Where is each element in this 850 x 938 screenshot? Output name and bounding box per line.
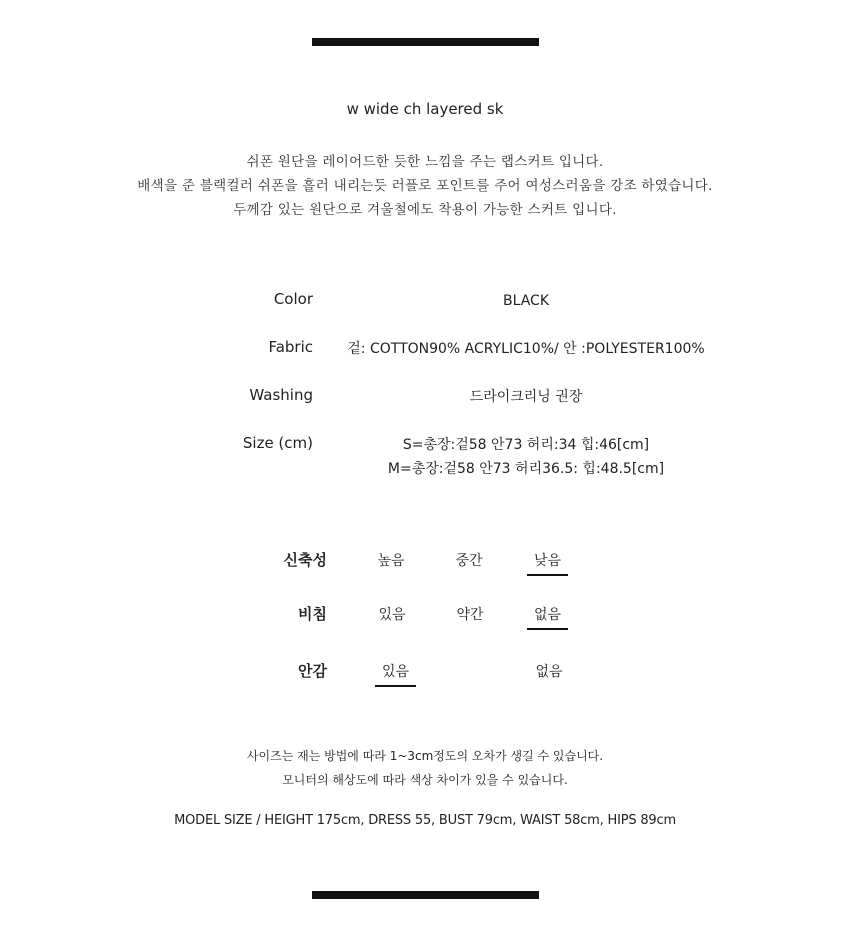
fabric-value: 겉: COTTON90% ACRYLIC10%/ 안 :POLYESTER100% bbox=[347, 341, 705, 357]
size-label: Size (cm) bbox=[242, 434, 313, 452]
sheer-label: 비침 bbox=[298, 605, 327, 623]
stretch-option-medium: 중간 bbox=[455, 553, 483, 569]
washing-value: 드라이크리닝 권장 bbox=[469, 389, 583, 405]
product-description bbox=[0, 150, 850, 222]
lining-label: 안감 bbox=[298, 662, 327, 680]
top-divider bbox=[312, 38, 539, 46]
bottom-divider bbox=[312, 891, 539, 899]
color-disclaimer: 모니터의 해상도에 따라 색상 차이가 있을 수 있습니다. bbox=[282, 773, 568, 787]
model-size: MODEL SIZE / HEIGHT 175cm, DRESS 55, BUST 79cm, WAIST 58cm, HIPS 89cm bbox=[174, 813, 676, 828]
fabric-label: Fabric bbox=[268, 338, 313, 356]
size-disclaimer: 사이즈는 재는 방법에 따라 1~3cm정도의 오차가 생길 수 있습니다. bbox=[246, 749, 604, 763]
sheer-option-none-selected: 없음 bbox=[527, 604, 568, 630]
color-label: Color bbox=[273, 290, 313, 308]
stretch-option-low-selected: 낮음 bbox=[527, 550, 568, 576]
description-line: 배색을 준 블랙컬러 쉬폰을 흘러 내리는듯 러플로 포인트를 주어 여성스러움을 강조 하였습니다. bbox=[137, 178, 713, 194]
size-values bbox=[330, 433, 722, 481]
size-m: M=총장:겉58 안73 허리36.5: 힙:48.5[cm] bbox=[387, 461, 665, 477]
color-value: BLACK bbox=[502, 293, 549, 309]
lining-option-no: 없음 bbox=[535, 664, 563, 680]
washing-label: Washing bbox=[249, 386, 313, 404]
stretch-option-high: 높음 bbox=[377, 553, 405, 569]
stretch-label: 신축성 bbox=[283, 551, 327, 569]
size-s: S=총장:겉58 안73 허리:34 힙:46[cm] bbox=[402, 437, 650, 453]
product-title: w wide ch layered sk bbox=[346, 100, 504, 118]
sheer-option-yes: 있음 bbox=[378, 607, 406, 623]
description-line: 쉬폰 원단을 레이어드한 듯한 느낌을 주는 랩스커트 입니다. bbox=[246, 154, 604, 170]
sheer-option-slight: 약간 bbox=[456, 607, 484, 623]
description-line: 두께감 있는 원단으로 겨울철에도 착용이 가능한 스커트 입니다. bbox=[233, 202, 617, 218]
lining-option-yes-selected: 있음 bbox=[375, 661, 416, 687]
